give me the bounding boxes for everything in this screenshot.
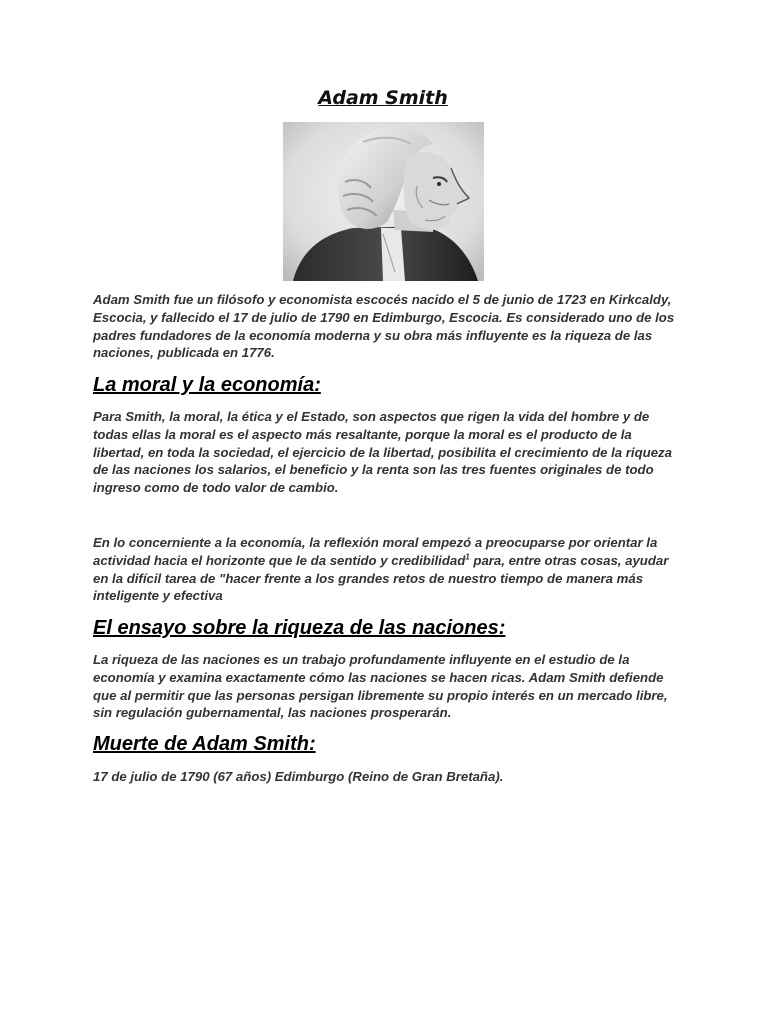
intro-paragraph: Adam Smith fue un filósofo y economista escocés nacido el 5 de junio de 1723 en Kirkcaldy, Escocia, y fallecido el 17 de julio de 1790 en Edimburgo, Escocia. Es considerado uno de los padres fundadores de la economía moderna y su obra más influyente es la riqueza de las naciones, publicada en 1776. (93, 292, 675, 361)
adam-smith-portrait (283, 122, 484, 281)
moral-paragraph-2-text: En lo concerniente a la economía, la reflexión moral empezó a preocuparse por orientar la actividad hacia el horizonte que le da sentido y credibilidad (93, 535, 658, 568)
footnote-marker[interactable]: 1 (465, 552, 470, 562)
ensayo-paragraph: La riqueza de las naciones es un trabajo profundamente influyente en el estudio de la economía y examina exactamente cómo las naciones se hacen ricas. Adam Smith defiende que al permitir que las personas persigan libremente su propio interés en un mercado libre, sin regulación gubernamental, las naciones prosperarán. (93, 652, 668, 721)
moral-paragraph-2 (93, 534, 678, 605)
section-heading-muerte: Muerte de Adam Smith: (93, 733, 316, 755)
section-heading-moral: La moral y la economía: (93, 374, 321, 396)
moral-paragraph-2-text-cont: para, entre otras cosas, ayudar en la difícil tarea de "hacer frente a los grandes retos de nuestro tiempo de manera más inteligente y efectiva (93, 552, 669, 604)
moral-paragraph-1: Para Smith, la moral, la ética y el Estado, son aspectos que rigen la vida del hombre y de todas ellas la moral es el aspecto más resaltante, porque la moral es el producto de la libertad, en toda la sociedad, el ejercicio de la libertad, posibilita el crecimiento de la riqueza de las naciones los salarios, el beneficio y la renta son las tres fuentes originales de todo ingreso como de todo valor de cambio. (93, 409, 672, 496)
muerte-paragraph: 17 de julio de 1790 (67 años) Edimburgo (Reino de Gran Bretaña). (93, 769, 504, 784)
document-title: Adam Smith (318, 87, 448, 109)
section-heading-ensayo: El ensayo sobre la riqueza de las naciones: (93, 617, 506, 639)
